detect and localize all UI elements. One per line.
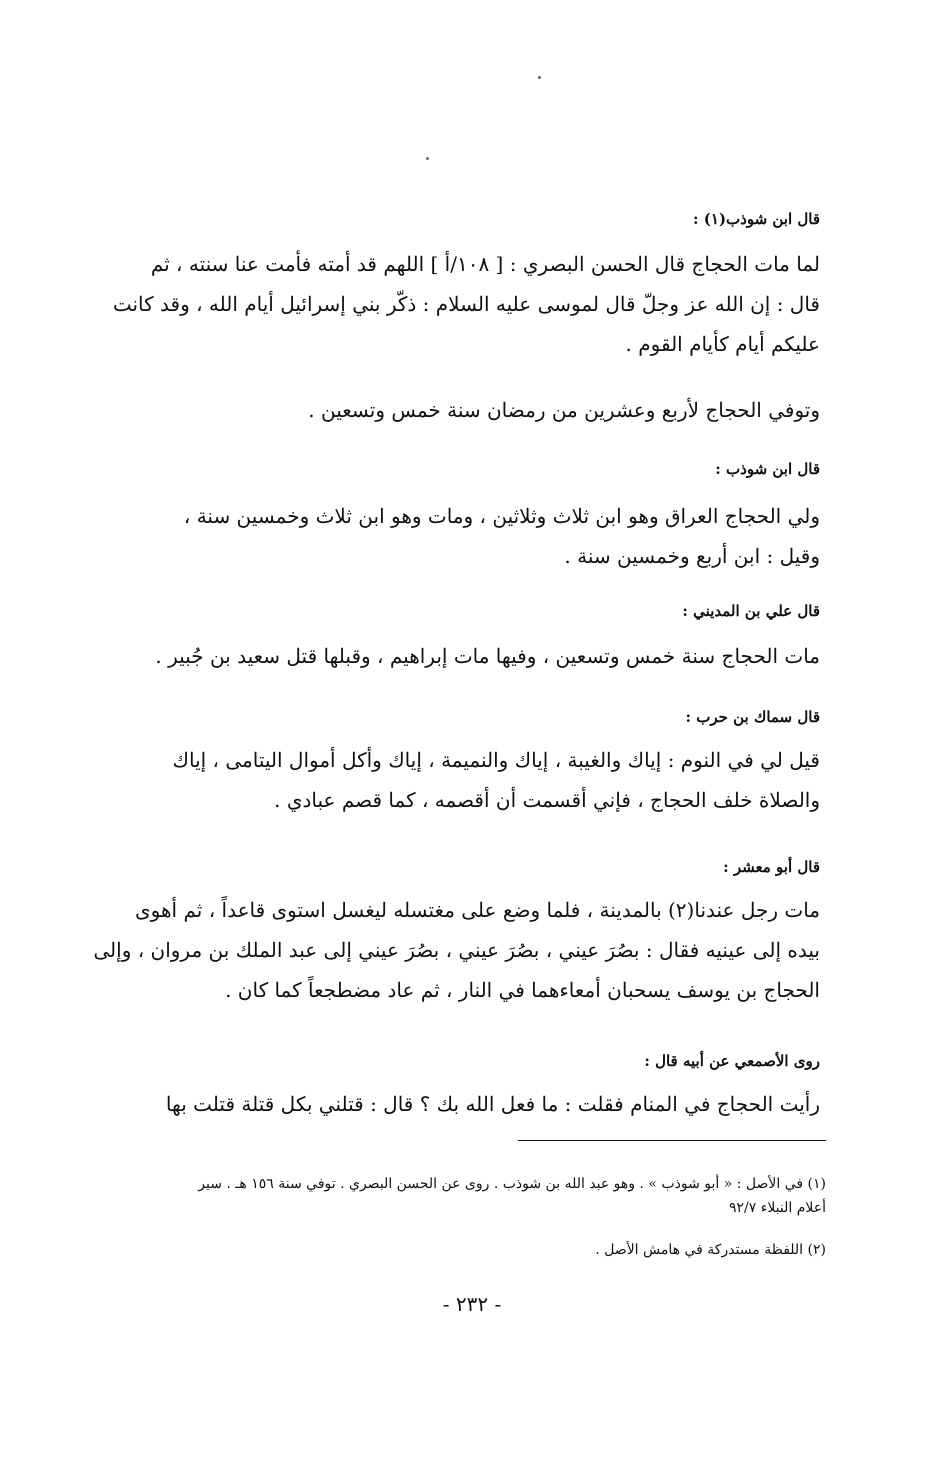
- footnote-2: [116, 1238, 826, 1262]
- section-heading: قال علي بن المديني :: [682, 602, 820, 620]
- section-paragraph: [93, 890, 820, 1010]
- section-paragraph: [120, 740, 820, 820]
- section-heading: قال أبو معشر :: [723, 858, 820, 876]
- footnote-line: (٢) اللفظة مستدركة في هامش الأصل .: [595, 1242, 826, 1258]
- section-paragraph: [120, 390, 820, 430]
- text-line: رأيت الحجاج في المنام فقلت : ما فعل الله بك ؟ قال : قتلني بكل قتلة قتلت بها: [165, 1092, 820, 1116]
- section-heading: روى الأصمعي عن أبيه قال :: [644, 1052, 820, 1070]
- text-line: مات رجل عندنا(٢) بالمدينة ، فلما وضع على مغتسله ليغسل استوى قاعداً ، ثم أهوى: [135, 898, 820, 922]
- text-line: وقيل : ابن أربع وخمسين سنة .: [564, 544, 820, 568]
- text-line: لما مات الحجاج قال الحسن البصري : [ ١٠٨/أ ] اللهم قد أمته فأمت عنا سنته ، ثم: [150, 252, 820, 276]
- page-number: - ٢٣٢ -: [442, 1292, 502, 1316]
- text-line: عليكم أيام كأيام القوم .: [625, 332, 820, 356]
- text-line: قال : إن الله عز وجلّ قال لموسى عليه السلام : ذكّر بني إسرائيل أيام الله ، وقد كانت: [112, 292, 820, 316]
- section-paragraph: [120, 496, 820, 576]
- section-paragraph: [120, 1084, 820, 1124]
- section-heading: قال ابن شوذب :: [715, 460, 820, 478]
- text-line: والصلاة خلف الحجاج ، فإني أقسمت أن أقصمه ، كما قصم عبادي .: [274, 788, 820, 812]
- scan-speck: [426, 157, 429, 160]
- text-line: بيده إلى عينيه فقال : بصُرَ عيني ، بصُرَ عيني ، بصُرَ عيني إلى عبد الملك بن مروان ، وإلى: [93, 938, 820, 962]
- footnote-line: أعلام النبلاء ٩٢/٧: [729, 1200, 826, 1216]
- section-heading: قال ابن شوذب(١) :: [693, 210, 820, 228]
- text-line: الحجاج بن يوسف يسحبان أمعاءهما في النار ، ثم عاد مضطجعاً كما كان .: [225, 978, 820, 1002]
- section-paragraph: [120, 636, 820, 676]
- text-line: مات الحجاج سنة خمس وتسعين ، وفيها مات إبراهيم ، وقبلها قتل سعيد بن جُبير .: [155, 644, 820, 668]
- section-heading: قال سماك بن حرب :: [685, 708, 820, 726]
- section-paragraph: [112, 244, 820, 364]
- text-line: ولي الحجاج العراق وهو ابن ثلاث وثلاثين ، ومات وهو ابن ثلاث وخمسين سنة ،: [183, 504, 820, 528]
- footnote-separator: [518, 1140, 826, 1141]
- footnote-1: [116, 1172, 826, 1220]
- footnote-line: (١) في الأصل : « أبو شوذب » . وهو عبد الله بن شوذب . روى عن الحسن البصري . توفي سنة ١٥٦ هـ . سير: [198, 1176, 826, 1192]
- scan-speck: [538, 76, 541, 79]
- text-line: وتوفي الحجاج لأربع وعشرين من رمضان سنة خمس وتسعين .: [308, 398, 820, 422]
- text-line: قيل لي في النوم : إياك والغيبة ، إياك والنميمة ، إياك وأكل أموال اليتامى ، إياك: [172, 748, 820, 772]
